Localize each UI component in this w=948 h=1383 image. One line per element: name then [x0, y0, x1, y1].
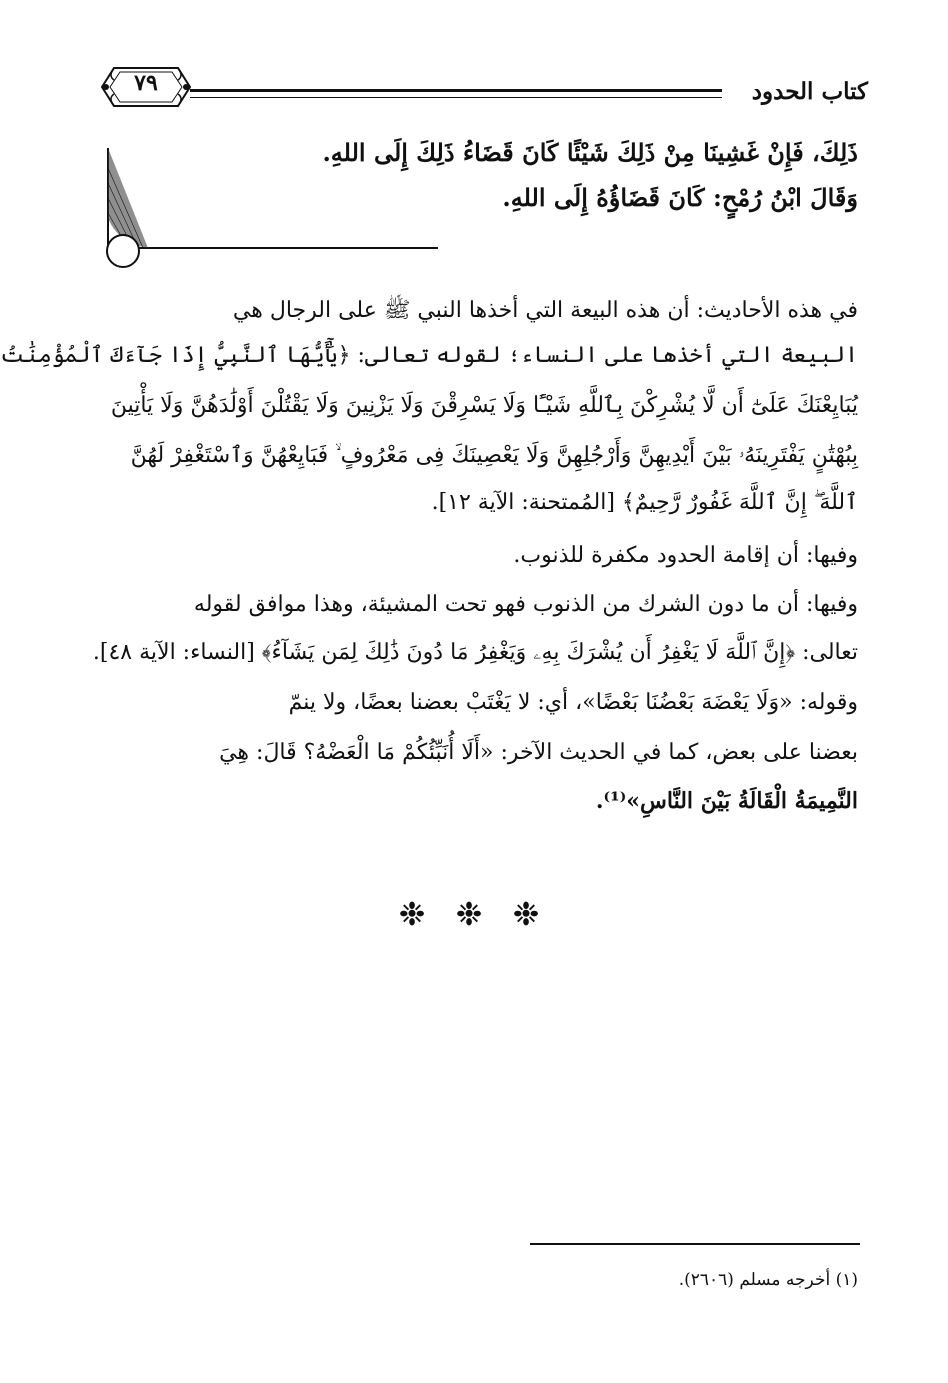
body-line: وقوله: «وَلَا يَعْضَهَ بَعْضُنَا بَعْضًا»، أي: لا يَغْتَبْ بعضنا بعضًا، ولا ينمّ	[288, 690, 858, 715]
body-line: ٱللَّهَ ۖ إِنَّ ٱللَّهَ غَفُورٌ رَّحِيمٌ﴾ [المُمتحنة: الآية ١٢].	[431, 490, 858, 515]
body-line: وفيها: أن إقامة الحدود مكفرة للذنوب.	[513, 543, 858, 568]
body-line: تعالى: ﴿إِنَّ ٱللَّهَ لَا يَغْفِرُ أَن يُشْرَكَ بِهِۦ وَيَغْفِرُ مَا دُونَ ذَٰلِكَ لِمَن يَشَآءُ﴾ [النساء: الآية ٤٨].	[92, 640, 858, 665]
section-separator: ❉ ❉ ❉	[398, 895, 550, 933]
quote-line: وَقَالَ ابْنُ رُمْحٍ: كَانَ قَضَاؤُهُ إِلَى اللهِ.	[502, 183, 858, 212]
running-title: كتاب الحدود	[751, 78, 868, 105]
quote-line: ذَلِكَ، فَإِنْ غَشِينَا مِنْ ذَلِكَ شَيْئًا كَانَ قَضَاءُ ذَلِكَ إِلَى اللهِ.	[322, 138, 858, 167]
footnote-text: (١) أخرجه مسلم (٢٦٠٦).	[678, 1270, 858, 1290]
footnote-rule	[530, 1243, 860, 1245]
body-line: بِبُهْتَٰنٍ يَفْتَرِينَهُۥ بَيْنَ أَيْدِيهِنَّ وَأَرْجُلِهِنَّ وَلَا يَعْصِينَكَ فِى مَعْرُوفٍ ۙ فَبَايِعْهُنَّ وَٱسْتَغْفِرْ لَهُنَّ	[130, 443, 858, 468]
body-line: يُبَايِعْنَكَ عَلَىٰٓ أَن لَّا يُشْرِكْنَ بِٱللَّهِ شَيْـًٔا وَلَا يَسْرِقْنَ وَلَا يَزْنِينَ وَلَا يَقْتُلْنَ أَوْلَٰدَهُنَّ وَلَا يَأْتِينَ	[110, 393, 858, 418]
page-number: ٧٩	[134, 70, 158, 96]
body-line: النَّمِيمَةُ الْقَالَةُ بَيْنَ النَّاسِ»⁽¹⁾.	[595, 788, 858, 814]
body-line: البيعة التي أخذها على النساء؛ لقوله تعالى: ﴿يَٰٓأَيُّهَا ٱلنَّبِيُّ إِذَا جَآءَكَ ٱلْمُؤْمِنَٰتُ	[0, 343, 858, 368]
body-line: في هذه الأحاديث: أن هذه البيعة التي أخذها النبي ﷺ على الرجال هي	[232, 298, 858, 323]
header-rule	[190, 89, 722, 98]
body-line: بعضنا على بعض، كما في الحديث الآخر: «أَلَا أُنَبِّئُكُمْ مَا الْعَضْهُ؟ قَالَ: هِيَ	[219, 740, 858, 765]
body-line: وفيها: أن ما دون الشرك من الذنوب فهو تحت المشيئة، وهذا موافق لقوله	[193, 592, 858, 617]
